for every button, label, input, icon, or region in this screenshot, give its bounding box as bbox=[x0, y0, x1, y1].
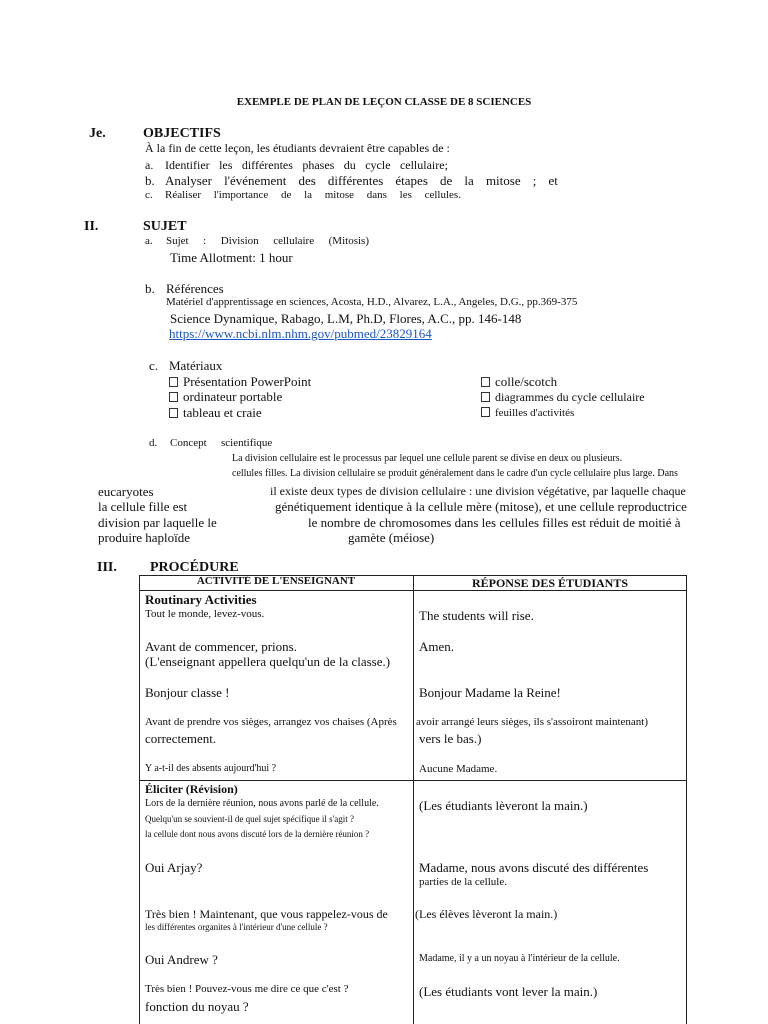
word: des bbox=[298, 173, 316, 188]
word: la bbox=[464, 173, 474, 188]
teacher-line: Quelqu'un se souvient-il de quel sujet spécifique il s'agit ? bbox=[145, 814, 354, 824]
word: cellules. bbox=[424, 189, 461, 201]
concept-label: Concept bbox=[170, 437, 207, 449]
student-line: Aucune Madame. bbox=[419, 763, 498, 775]
table-border-right bbox=[686, 575, 687, 1024]
eliciter-heading: Éliciter (Révision) bbox=[145, 782, 238, 796]
student-line: parties de la cellule. bbox=[419, 876, 507, 888]
checkbox-icon bbox=[481, 377, 490, 387]
word: cycle bbox=[365, 158, 391, 172]
word: l'événement bbox=[224, 173, 287, 188]
concept-label-2: scientifique bbox=[221, 437, 273, 449]
material-board-chalk: tableau et craie bbox=[169, 405, 262, 421]
concept-row-3-right: le nombre de chromosomes dans les cellules filles est réduit de moitié à bbox=[308, 515, 681, 530]
word: cellulaire bbox=[273, 235, 315, 247]
checkbox-icon bbox=[169, 408, 178, 418]
teacher-line: Avant de prendre vos sièges, arrangez vos chaises (Après bbox=[145, 716, 397, 728]
word: phases bbox=[302, 158, 335, 172]
student-line: vers le bas.) bbox=[419, 731, 482, 746]
word: et bbox=[548, 173, 558, 188]
student-line: Bonjour Madame la Reine! bbox=[419, 685, 561, 700]
word: Identifier bbox=[165, 158, 210, 172]
material-activity-sheets: feuilles d'activités bbox=[481, 407, 574, 419]
word: (Mitosis) bbox=[328, 235, 369, 247]
word: Division bbox=[220, 235, 259, 247]
concept-row-4-left: produire haploïde bbox=[98, 530, 191, 545]
student-line: Amen. bbox=[419, 639, 455, 654]
subject-topic bbox=[166, 235, 369, 247]
concept-line-2: cellules filles. La division cellulaire se produit généralement dans le cadre d'un cycle cellulaire plus large. Dans bbox=[232, 468, 678, 479]
checkbox-icon bbox=[481, 392, 490, 402]
word: mitose bbox=[324, 189, 355, 201]
objective-c-letter: c. bbox=[145, 189, 153, 201]
time-allotment: Time Allotment: 1 hour bbox=[170, 250, 293, 265]
teacher-line: Très bien ! Pouvez-vous me dire ce que c'est ? bbox=[145, 983, 349, 995]
student-line: Madame, il y a un noyau à l'intérieur de la cellule. bbox=[419, 953, 620, 964]
student-line: The students will rise. bbox=[419, 608, 534, 623]
section-3-heading: PROCÉDURE bbox=[150, 560, 239, 575]
material-laptop: ordinateur portable bbox=[169, 389, 282, 405]
word: Réaliser bbox=[165, 189, 202, 201]
table-header-students: RÉPONSE DES ÉTUDIANTS bbox=[471, 576, 629, 590]
teacher-line: fonction du noyau ? bbox=[145, 999, 249, 1014]
concept-line-1: La division cellulaire est le processus par lequel une cellule parent se divise en deux ou plusieurs. bbox=[232, 453, 623, 464]
material-glue-tape: colle/scotch bbox=[481, 374, 557, 390]
teacher-line: (L'enseignant appellera quelqu'un de la classe.) bbox=[145, 654, 391, 669]
word: étapes bbox=[395, 173, 428, 188]
section-2-heading: SUJET bbox=[143, 219, 187, 234]
concept-row-2-right: génétiquement identique à la cellule mère (mitose), et une cellule reproductrice bbox=[275, 499, 687, 514]
word: l'importance bbox=[213, 189, 269, 201]
table-column-divider bbox=[413, 575, 414, 1024]
word: de bbox=[440, 173, 453, 188]
student-line: (Les étudiants lèveront la main.) bbox=[419, 798, 588, 813]
section-1-heading: OBJECTIFS bbox=[143, 126, 221, 141]
word: : bbox=[203, 235, 207, 247]
word: Analyser bbox=[165, 173, 212, 188]
checkbox-icon bbox=[169, 377, 178, 387]
document-title: EXEMPLE DE PLAN DE LEÇON CLASSE DE 8 SCIENCES bbox=[236, 96, 532, 108]
table-header-teacher: ACTIVITÉ DE L'ENSEIGNANT bbox=[196, 575, 356, 587]
word: du bbox=[343, 158, 356, 172]
reference-2: Science Dynamique, Rabago, L.M, Ph.D, Flores, A.C., pp. 146-148 bbox=[170, 311, 522, 326]
word: la bbox=[304, 189, 313, 201]
section-1-number: Je. bbox=[89, 126, 106, 141]
student-line: (Les étudiants vont lever la main.) bbox=[419, 984, 598, 999]
objectives-intro: À la fin de cette leçon, les étudiants devraient être capables de : bbox=[145, 141, 450, 155]
reference-link[interactable]: https://www.ncbi.nlm.nhm.gov/pubmed/23829164 bbox=[169, 326, 432, 341]
teacher-line: la cellule dont nous avons discuté lors de la dernière réunion ? bbox=[145, 829, 370, 839]
word: ; bbox=[532, 173, 537, 188]
teacher-line: Avant de commencer, prions. bbox=[145, 639, 297, 654]
checkbox-icon bbox=[481, 407, 490, 417]
teacher-line: Oui Arjay? bbox=[145, 860, 203, 875]
teacher-line: Tout le monde, levez-vous. bbox=[145, 608, 265, 620]
materials-letter: c. bbox=[149, 358, 159, 373]
objective-a-letter: a. bbox=[145, 158, 154, 172]
word: différentes bbox=[327, 173, 384, 188]
word: Sujet bbox=[166, 235, 189, 247]
routinary-heading: Routinary Activities bbox=[145, 592, 257, 607]
reference-1: Matériel d'apprentissage en sciences, Acosta, H.D., Alvarez, L.A., Angeles, D.G., pp.369-375 bbox=[166, 296, 578, 308]
concept-row-1-right: il existe deux types de division cellulaire : une division végétative, par laquelle chaque bbox=[270, 484, 686, 498]
table-border-left bbox=[139, 575, 140, 1024]
teacher-line: Bonjour classe ! bbox=[145, 685, 230, 700]
word: différentes bbox=[241, 158, 293, 172]
concept-row-4-right: gamète (méiose) bbox=[348, 530, 435, 545]
materials-label: Matériaux bbox=[169, 358, 223, 373]
objective-c-text bbox=[165, 189, 461, 201]
objective-a-text bbox=[165, 158, 448, 173]
word: les bbox=[399, 189, 412, 201]
teacher-line: correctement. bbox=[145, 731, 217, 746]
objective-b-letter: b. bbox=[145, 173, 155, 188]
word: dans bbox=[366, 189, 387, 201]
references-letter: b. bbox=[145, 281, 155, 296]
word: de bbox=[280, 189, 292, 201]
student-line: (Les élèves lèveront la main.) bbox=[415, 907, 558, 921]
concept-row-2-left: la cellule fille est bbox=[98, 499, 188, 514]
teacher-line: Y a-t-il des absents aujourd'hui ? bbox=[145, 763, 277, 774]
material-cycle-diagrams: diagrammes du cycle cellulaire bbox=[481, 390, 645, 405]
word: les bbox=[219, 158, 233, 172]
concept-row-3-left: division par laquelle le bbox=[98, 515, 217, 530]
material-powerpoint: Présentation PowerPoint bbox=[169, 374, 311, 390]
section-3-number: III. bbox=[97, 560, 117, 575]
subject-a-letter: a. bbox=[145, 235, 153, 247]
concept-row-1-left: eucaryotes bbox=[98, 484, 154, 499]
teacher-line: Très bien ! Maintenant, que vous rappelez-vous de bbox=[145, 907, 388, 921]
student-line: avoir arrangé leurs sièges, ils s'assoiront maintenant) bbox=[416, 716, 648, 728]
teacher-line: Lors de la dernière réunion, nous avons parlé de la cellule. bbox=[145, 798, 379, 809]
concept-letter: d. bbox=[149, 437, 158, 449]
word: cellulaire; bbox=[399, 158, 448, 172]
references-label: Références bbox=[166, 281, 224, 296]
student-line: Madame, nous avons discuté des différentes bbox=[419, 860, 649, 875]
teacher-line: les différentes organites à l'intérieur d'une cellule ? bbox=[145, 922, 328, 932]
objective-b-text bbox=[165, 173, 558, 189]
checkbox-icon bbox=[169, 392, 178, 402]
word: mitose bbox=[485, 173, 521, 188]
teacher-line: Oui Andrew ? bbox=[145, 952, 218, 967]
section-2-number: II. bbox=[84, 219, 99, 234]
